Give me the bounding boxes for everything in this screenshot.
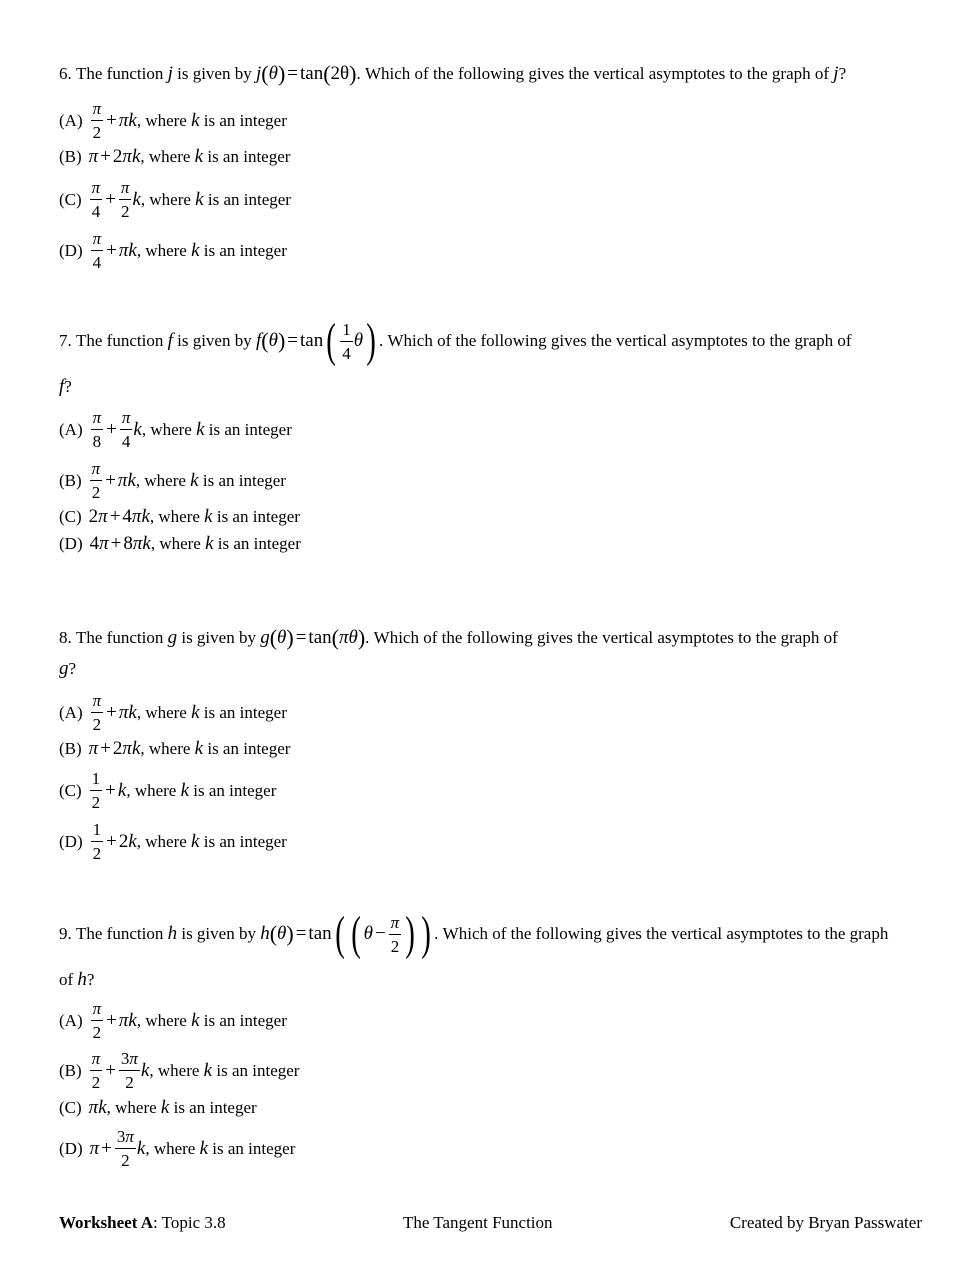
q7-choice-a[interactable]: (A) $\frac{\pi}{8}$ + $\frac{\pi}{4}$ k , where k is an integer	[59, 408, 292, 451]
question-6-stem: 6. The function j is given by j ( θ ) = tan ( 2θ ) . Which of the following gives the vertical asymptotes to the graph of j ?	[59, 61, 847, 86]
q9-choice-a[interactable]: (A) $\frac{\pi}{2}$ + π k , where k is an integer	[59, 999, 287, 1042]
q9-choice-b[interactable]: (B) $\frac{\pi}{2}$ + $\frac{3\pi}{2}$ k , where k is an integer	[59, 1049, 300, 1092]
question-9-stem: 9. The function h is given by h ( θ ) = tan ( ( θ − $\frac{\pi}{2}$ ) ) . Which of the following gives the vertical asymptotes to the graph	[59, 907, 889, 960]
q7-choice-c[interactable]: (C) 2 π + 4 πk , where k is an integer	[59, 506, 300, 527]
q6-choice-c[interactable]: (C) $\frac{\pi}{4}$ + $\frac{\pi}{2}$ k , where k is an integer	[59, 178, 291, 221]
q8-choice-b[interactable]: (B) π + 2 πk , where k is an integer	[59, 738, 291, 759]
footer-worksheet: Worksheet A: Topic 3.8	[59, 1213, 226, 1232]
q9-stem-tail: of h ?	[59, 969, 95, 990]
q6-choice-b[interactable]: (B) π + 2 πk , where k is an integer	[59, 146, 291, 167]
q7-choice-d[interactable]: (D) 4 π + 8 πk , where k is an integer	[59, 533, 301, 554]
footer-title: The Tangent Function	[402, 1213, 553, 1232]
question-7-stem: 7. The function f is given by f ( θ ) = tan ( $\frac{1}{4}$ θ ) . Which of the following gives the vertical asymptotes to the graph of	[59, 314, 852, 367]
question-8-stem: 8. The function g is given by g ( θ ) = tan ( πθ ) . Which of the following gives the vertical asymptotes to the graph of	[59, 625, 838, 650]
q6-choice-a[interactable]: (A) $\frac{\pi}{2}$ + π k , where k is an integer	[59, 99, 287, 142]
q8-stem-tail: g ?	[59, 658, 77, 679]
q9-choice-d[interactable]: (D) π + $\frac{3\pi}{2}$ k , where k is an integer	[59, 1127, 296, 1170]
q6-choice-d[interactable]: (D) $\frac{\pi}{4}$ + π k , where k is an integer	[59, 229, 287, 272]
q8-choice-c[interactable]: (C) $\frac{1}{2}$ + k , where k is an integer	[59, 769, 277, 812]
q8-choice-a[interactable]: (A) $\frac{\pi}{2}$ + π k , where k is an integer	[59, 691, 287, 734]
footer-author: Created by Bryan Passwater	[729, 1213, 922, 1232]
page-footer	[59, 1213, 922, 1233]
q9-choice-c[interactable]: (C) πk , where k is an integer	[59, 1097, 257, 1118]
q8-choice-d[interactable]: (D) $\frac{1}{2}$ + 2 k , where k is an integer	[59, 820, 287, 863]
q7-choice-b[interactable]: (B) $\frac{\pi}{2}$ + π k , where k is an integer	[59, 459, 286, 502]
q6-tan-argument: 2θ	[330, 63, 350, 84]
q7-stem-tail: f ?	[59, 376, 72, 397]
